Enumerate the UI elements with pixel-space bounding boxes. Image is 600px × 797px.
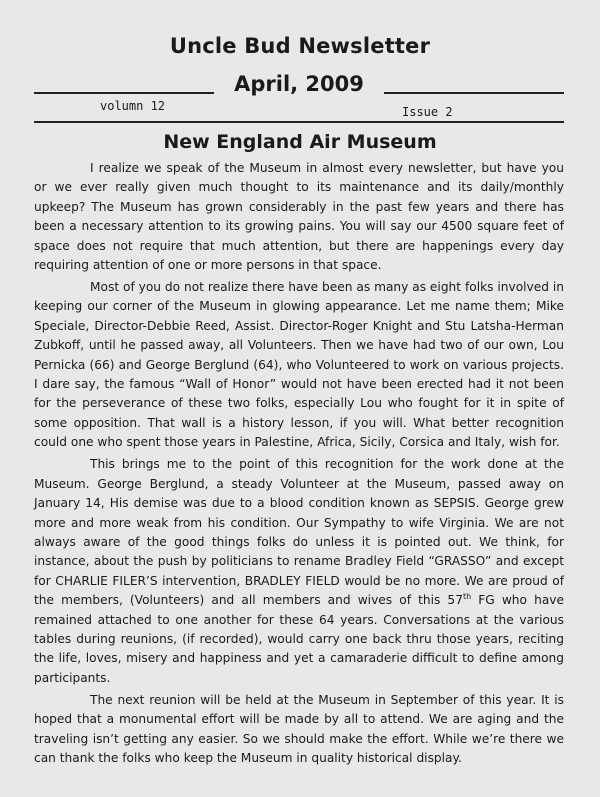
paragraph-text: FG who have remained attached to one another for these 64 years. Conversations at the various tables during reunions, (if recorded), would carry one back thru those years, reciting the life, loves, misery and happiness and yet a camaraderie difficult to define among participants. [34,593,564,685]
paragraph: The next reunion will be held at the Museum in September of this year. It is hoped that a monumental effort will be made by all to attend. We are aging and the traveling isn’t getting any easier. So we should make the effort. While we’re there we can thank the folks who keep the Museum in quality historical display. [34,692,564,765]
date-line [34,72,564,98]
paragraph: Most of you do not realize there have been as many as eight folks involved in keeping our corner of the Museum in glowing appearance. Let me name them; Mike Speciale, Director-Debbie Reed, Assist. Director-Roger Knight and Stu Latsha-Herman Zubkoff, until he passed away, all Volunteers. Then we have had two of our own, Lou Pernicka (66) and George Berglund (64), who Volunteered to work on various projects. I dare say, the famous “Wall of Honor” would not have been erected had it not been for the perseverance of these two folks, especially Lou who fought for it in spite of some opposition. That wall is a history lesson, if you will. What better recognition could one who spent those years in Palestine, Africa, Sicily, Corsica and Italy, wish for. [34,280,564,450]
article-body [34,159,564,771]
header-divider [34,121,564,123]
issue-label: Issue 2 [402,105,453,119]
paragraph-text: This brings me to the point of this recognition for the work done at the Museum. George Berglund, a steady Volunteer at the Museum, passed away on January 14, His demise was due to a blood condition known as SEPSIS. George grew more and more weak from his condition. Our Sympathy to wife Virginia. We are not always aware of the good things folks do unless it is pointed out. We think, for instance, about the push by politicians to rename Bradley Field “GRASSO” and except for CHARLIE FILER’S intervention, BRADLEY FIELD would be no more. We are proud of the members, (Volunteers) and all members and wives of this 57 [34,457,564,608]
volume-issue-row [34,99,564,119]
ordinal-suffix: th [462,592,472,602]
issue-date: April, 2009 [234,72,364,96]
paragraph: I realize we speak of the Museum in almost every newsletter, but have you or we ever really given much thought to its maintenance and its daily/monthly upkeep? The Museum has grown considerably in the past few years and there has been a necessary attention to its growing pains. You will say our 4500 square feet of space does not require that much attention, but there are happenings every day requiring attention of one or more persons in that space. [34,161,564,273]
date-rule-right [384,92,564,94]
newsletter-title: Uncle Bud Newsletter [169,34,431,58]
paragraph [34,455,564,688]
article-heading: New England Air Museum [163,131,437,153]
volume-label: volumn 12 [100,99,166,113]
